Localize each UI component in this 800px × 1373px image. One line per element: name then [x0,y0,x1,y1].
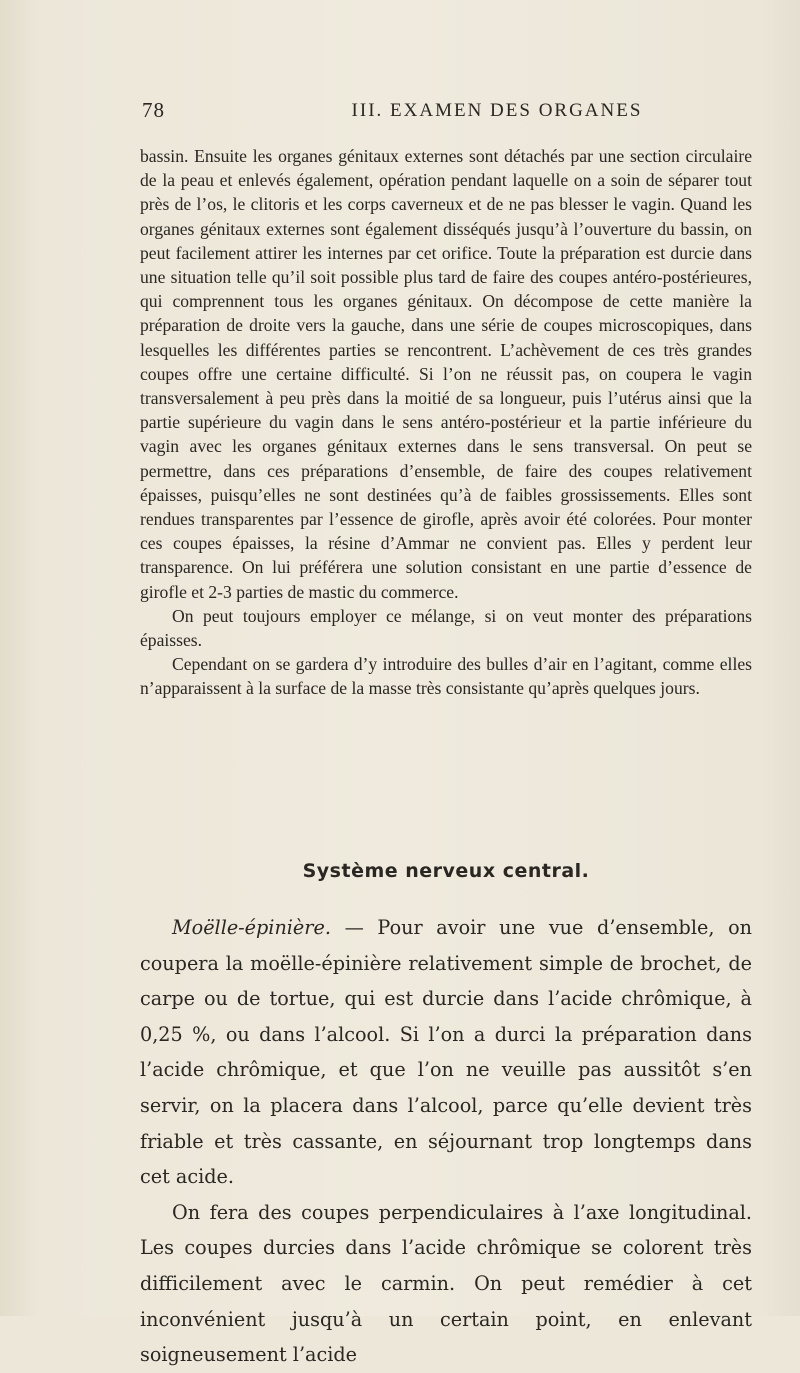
paragraph-text: — Pour avoir une vue d’ensemble, on coupera la moëlle-épinière relativement simple de brochet, de carpe ou de tortue, qui est durcie dans l’acide chrômique, à 0,25 %, ou dans l’alcool. Si l’on a durci la préparation dans l’acide chrômique, et que l’on ne veuille pas aussitôt s’en servir, on la placera dans l’alcool, parce qu’elle devient très friable et très cassante, en séjournant trop longtemps dans cet acide. [140,916,752,1189]
main-text [140,910,752,1373]
page-header [142,98,752,128]
running-head: III. EXAMEN DES ORGANES [351,100,643,121]
paragraph: Cependant on se gardera d’y introduire des bulles d’air en l’agitant, comme elles n’apparaissent à la surface de la masse très consistante qu’après quelques jours. [140,654,752,699]
section-title: Système nerveux central. [302,860,590,882]
paragraph-continued: bassin. Ensuite les organes génitaux externes sont détachés par une section circulaire de la peau et enlevés également, opération pendant laquelle on a soin de séparer tout près de l’os, le clitoris et les corps caverneux et de ne pas blesser le vagin. Quand les organes génitaux externes sont également disséqués jusqu’à l’ouverture du bassin, on peut facilement attirer les internes par cet orifice. Toute la préparation est durcie dans une situation telle qu’il soit possible plus tard de faire des coupes antéro-postérieures, qui comprennent tous les organes génitaux. On décompose de cette manière la préparation de droite vers la gauche, dans une série de coupes microscopiques, dans lesquelles les différentes parties se rencontrent. L’achèvement de ces très grandes coupes offre une certaine difficulté. Si l’on ne réussit pas, on coupera le vagin transversalement à peu près dans la moitié de sa longueur, puis l’utérus ainsi que la partie supérieure du vagin dans le sens antéro-postérieur et la partie inférieure du vagin avec les organes génitaux externes dans le sens transversal. On peut se permettre, dans ces préparations d’ensemble, de faire des coupes relativement épaisses, puisqu’elles ne sont destinées qu’à de faibles grossissements. Elles sont rendues transparentes par l’essence de girofle, après avoir été colorées. Pour monter ces coupes épaisses, la résine d’Ammar ne convient pas. Elles y perdent leur transparence. On lui préférera une solution consistant en une partie d’essence de girofle et 2-3 parties de mastic du commerce. [140,146,752,602]
paragraph [140,910,752,1195]
paragraph-italic-lead: Moëlle-épinière. [172,916,331,939]
paragraph: On peut toujours employer ce mélange, si on veut monter des préparations épaisses. [140,605,752,651]
page-number: 78 [142,98,165,122]
small-print-text [140,144,752,701]
paragraph: On fera des coupes perpendiculaires à l’axe longitudinal. Les coupes durcies dans l’acide chrômique se colorent très difficilement avec le carmin. On peut remédier à cet inconvénient jusqu’à un certain point, en enlevant soigneusement l’acide [140,1200,752,1367]
